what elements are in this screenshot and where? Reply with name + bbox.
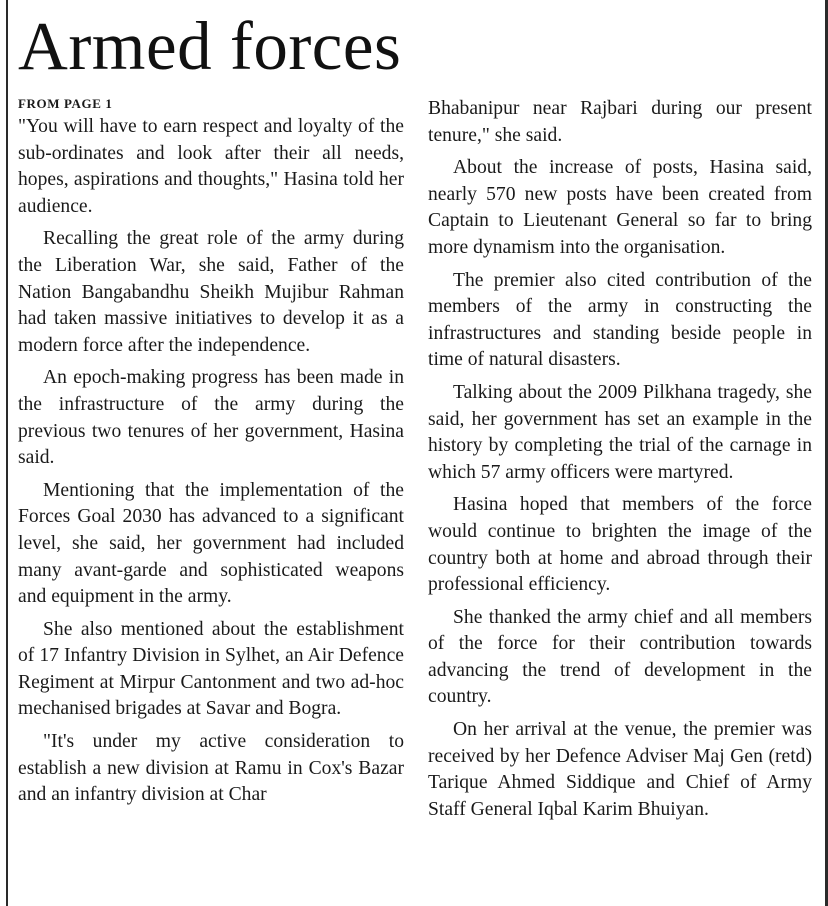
paragraph: An epoch-making progress has been made in the infrastructure of the army during the previous two tenures of her government, Hasina said. (18, 367, 404, 469)
paragraph: "It's under my active consideration to establish a new division at Ramu in Cox's Bazar and an infantry division at Char (18, 731, 404, 806)
right-column (428, 96, 812, 829)
paragraph: About the increase of posts, Hasina said, nearly 570 new posts have been created from Captain to Lieutenant General so far to bring more dynamism into the organisation. (428, 157, 812, 258)
paragraph: Mentioning that the implementation of the Forces Goal 2030 has advanced to a significant level, she said, her government had included many avant-garde and sophisticated weapons and equipment in the army. (18, 479, 404, 608)
paragraph: Hasina hoped that members of the force would continue to brighten the image of the country both at home and abroad through their professional efficiency. (428, 494, 812, 596)
paragraph: The premier also cited contribution of the members of the army in constructing the infrastructures and standing beside people in time of natural disasters. (428, 269, 812, 371)
paragraph: On her arrival at the venue, the premier was received by her Defence Adviser Maj Gen (retd) Tarique Ahmed Siddique and Chief of Army Staff General Iqbal Karim Bhuiyan. (428, 719, 812, 820)
paragraph: "You will have to earn respect and loyalty of the sub-ordinates and look after their all needs, hopes, aspirations and thoughts," Hasina told her audience. (18, 116, 404, 217)
paragraph: Recalling the great role of the army during the Liberation War, she said, Father of the Nation Bangabandhu Sheikh Mujibur Rahman had taken massive initiatives to develop it as a modern force after the independence. (18, 228, 404, 356)
paragraph: Talking about the 2009 Pilkhana tragedy, she said, her government has set an example in the history by completing the trial of the carnage in which 57 army officers were martyred. (428, 381, 812, 483)
left-border-rule (6, 0, 8, 906)
left-column (18, 96, 404, 815)
paragraph: Bhabanipur near Rajbari during our present tenure," she said. (428, 98, 812, 146)
headline: Armed forces (18, 8, 402, 84)
paragraph: She also mentioned about the establishment of 17 Infantry Division in Sylhet, an Air Defence Regiment at Mirpur Cantonment and two ad-hoc mechanised brigades at Savar and Bogra. (18, 618, 404, 720)
continuation-kicker: FROM PAGE 1 (18, 96, 113, 111)
paragraph: She thanked the army chief and all members of the force for their contribution towards advancing the trend of development in the country. (428, 606, 812, 708)
